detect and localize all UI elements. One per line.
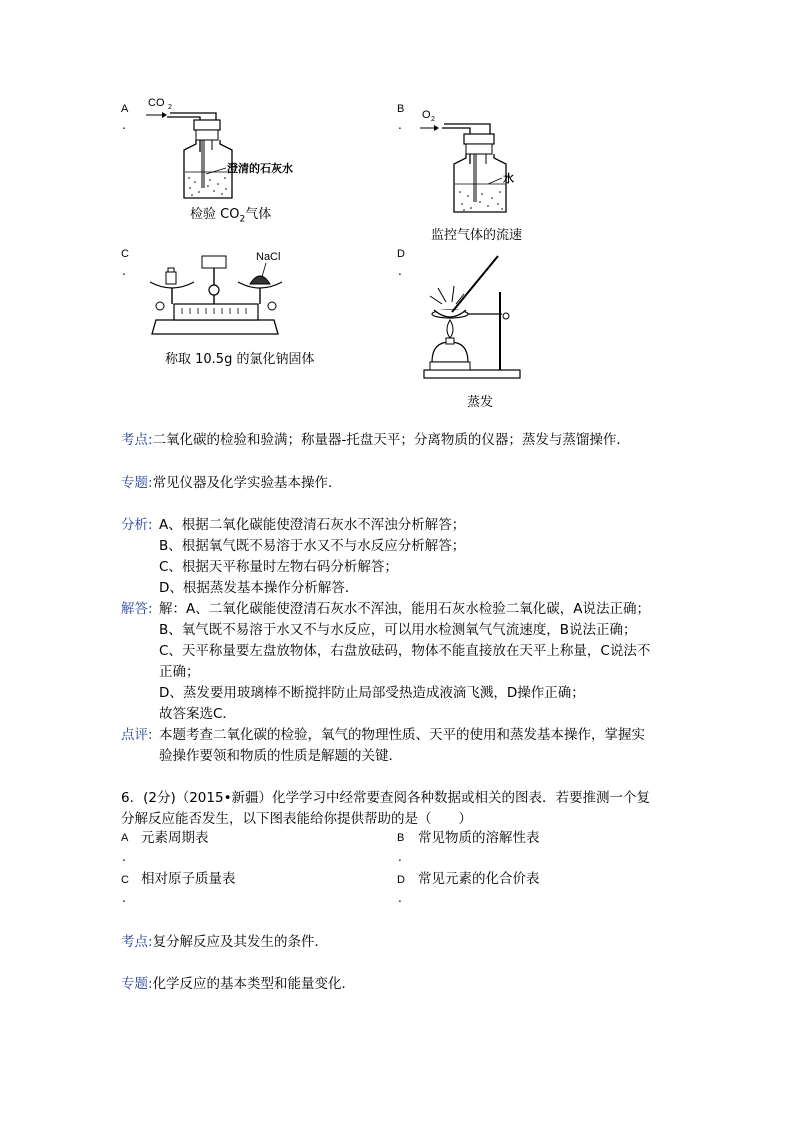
gas-label-o2: O — [422, 109, 431, 121]
caption-c: 称取 10.5g 的氯化钠固体 — [165, 352, 315, 367]
q6-stem-line: 6．(2分)（2015•新疆）化学学习中经常要查阅各种数据或相关的图表．若要推测一个复 — [121, 790, 651, 806]
kaodian-label: 考点: — [121, 934, 153, 950]
jieda-line: 正确； — [159, 664, 200, 680]
caption-d: 蒸发 — [467, 395, 494, 410]
q6-option-letter-d: D — [397, 874, 405, 886]
q6-stem-line: 分解反应能否发生，以下图表能给你提供帮助的是（ ） — [121, 811, 472, 827]
dianping-line: 验操作要领和物质的性质是解题的关键． — [159, 748, 402, 764]
dianping-label: 点评: — [121, 727, 153, 743]
zhuanti-label: 专题: — [121, 475, 153, 491]
gas-bottle-water-figure — [418, 104, 548, 220]
kaodian-text: 二氧化碳的检验和验满；称量器-托盘天平；分离物质的仪器；蒸发与蒸馏操作． — [152, 432, 630, 448]
option-letter-c: C — [121, 248, 129, 260]
option-dot-a: . — [122, 118, 126, 132]
fenxi-line: D、根据蒸发基本操作分析解答． — [159, 580, 359, 596]
jieda-line: C、天平称量要左盘放物体，右盘放砝码，物体不能直接放在天平上称量，C说法不 — [159, 643, 651, 659]
fenxi-line: A、根据二氧化碳能使澄清石灰水不浑浊分析解答； — [159, 517, 466, 533]
fenxi-line: B、根据氧气既不易溶于水又不与水反应分析解答； — [159, 538, 466, 554]
gas-label-o2-sub: 2 — [431, 116, 435, 123]
q6-zhuanti — [121, 974, 355, 994]
q6-option-dot: . — [398, 850, 402, 864]
q5-zhuanti — [121, 473, 342, 493]
q6-option-dot: . — [398, 891, 402, 905]
kaodian-label: 考点: — [121, 432, 153, 448]
fenxi-line: C、根据天平称量时左物右码分析解答； — [159, 559, 398, 575]
dianping-line: 本题考查二氧化碳的检验，氧气的物理性质、天平的使用和蒸发基本操作，掌握实 — [159, 727, 645, 743]
option-letter-d: D — [397, 248, 405, 260]
kaodian-text: 复分解反应及其发生的条件． — [152, 934, 329, 950]
jieda-line: D、蒸发要用玻璃棒不断搅拌防止局部受热造成液滴飞溅，D操作正确； — [159, 685, 585, 701]
jieda-line: 解：A、二氧化碳能使澄清石灰水不浑浊，能用石灰水检验二氧化碳，A说法正确； — [159, 601, 650, 617]
zhuanti-label: 专题: — [121, 976, 153, 992]
q6-option-letter-a: A — [121, 832, 129, 844]
evaporation-setup-figure — [418, 252, 526, 382]
jieda-line: 故答案选C． — [159, 706, 236, 722]
gas-bottle-limewater-figure — [140, 92, 320, 202]
q6-option-letter-c: C — [121, 874, 129, 886]
option-letter-a: A — [121, 103, 129, 115]
option-letter-b: B — [397, 103, 405, 115]
q6-option-dot: . — [122, 891, 126, 905]
q6-option-letter-b: B — [397, 832, 405, 844]
caption-a: 检验 $CO_2$气体 — [190, 207, 272, 225]
q6-option-c-text[interactable]: 相对原子质量表 — [141, 871, 236, 887]
water-label: 水 — [503, 173, 514, 185]
q5-kaodian — [121, 430, 630, 450]
q6-option-a-text[interactable]: 元素周期表 — [141, 830, 209, 846]
fenxi-label: 分析: — [121, 517, 153, 533]
option-dot-b: . — [398, 118, 402, 132]
nacl-label: NaCl — [256, 251, 281, 263]
q6-kaodian — [121, 932, 328, 952]
q6-option-b-text[interactable]: 常见物质的溶解性表 — [418, 830, 540, 846]
q6-option-dot: . — [122, 850, 126, 864]
jieda-label: 解答: — [121, 601, 153, 617]
zhuanti-text: 化学反应的基本类型和能量变化． — [152, 976, 356, 992]
jieda-line: B、氧气既不易溶于水又不与水反应，可以用水检测氧气气流速度，B说法正确； — [159, 622, 637, 638]
limewater-label: 澄清的石灰水 — [227, 163, 293, 175]
option-dot-c: . — [122, 264, 126, 278]
zhuanti-text: 常见仪器及化学实验基本操作． — [152, 475, 342, 491]
balance-scale-figure — [142, 246, 292, 344]
gas-label-co2: CO — [148, 97, 165, 109]
q6-option-d-text[interactable]: 常见元素的化合价表 — [418, 871, 540, 887]
option-dot-d: . — [398, 264, 402, 278]
gas-label-co2-sub: 2 — [168, 104, 172, 111]
caption-b: 监控气体的流速 — [431, 228, 523, 243]
